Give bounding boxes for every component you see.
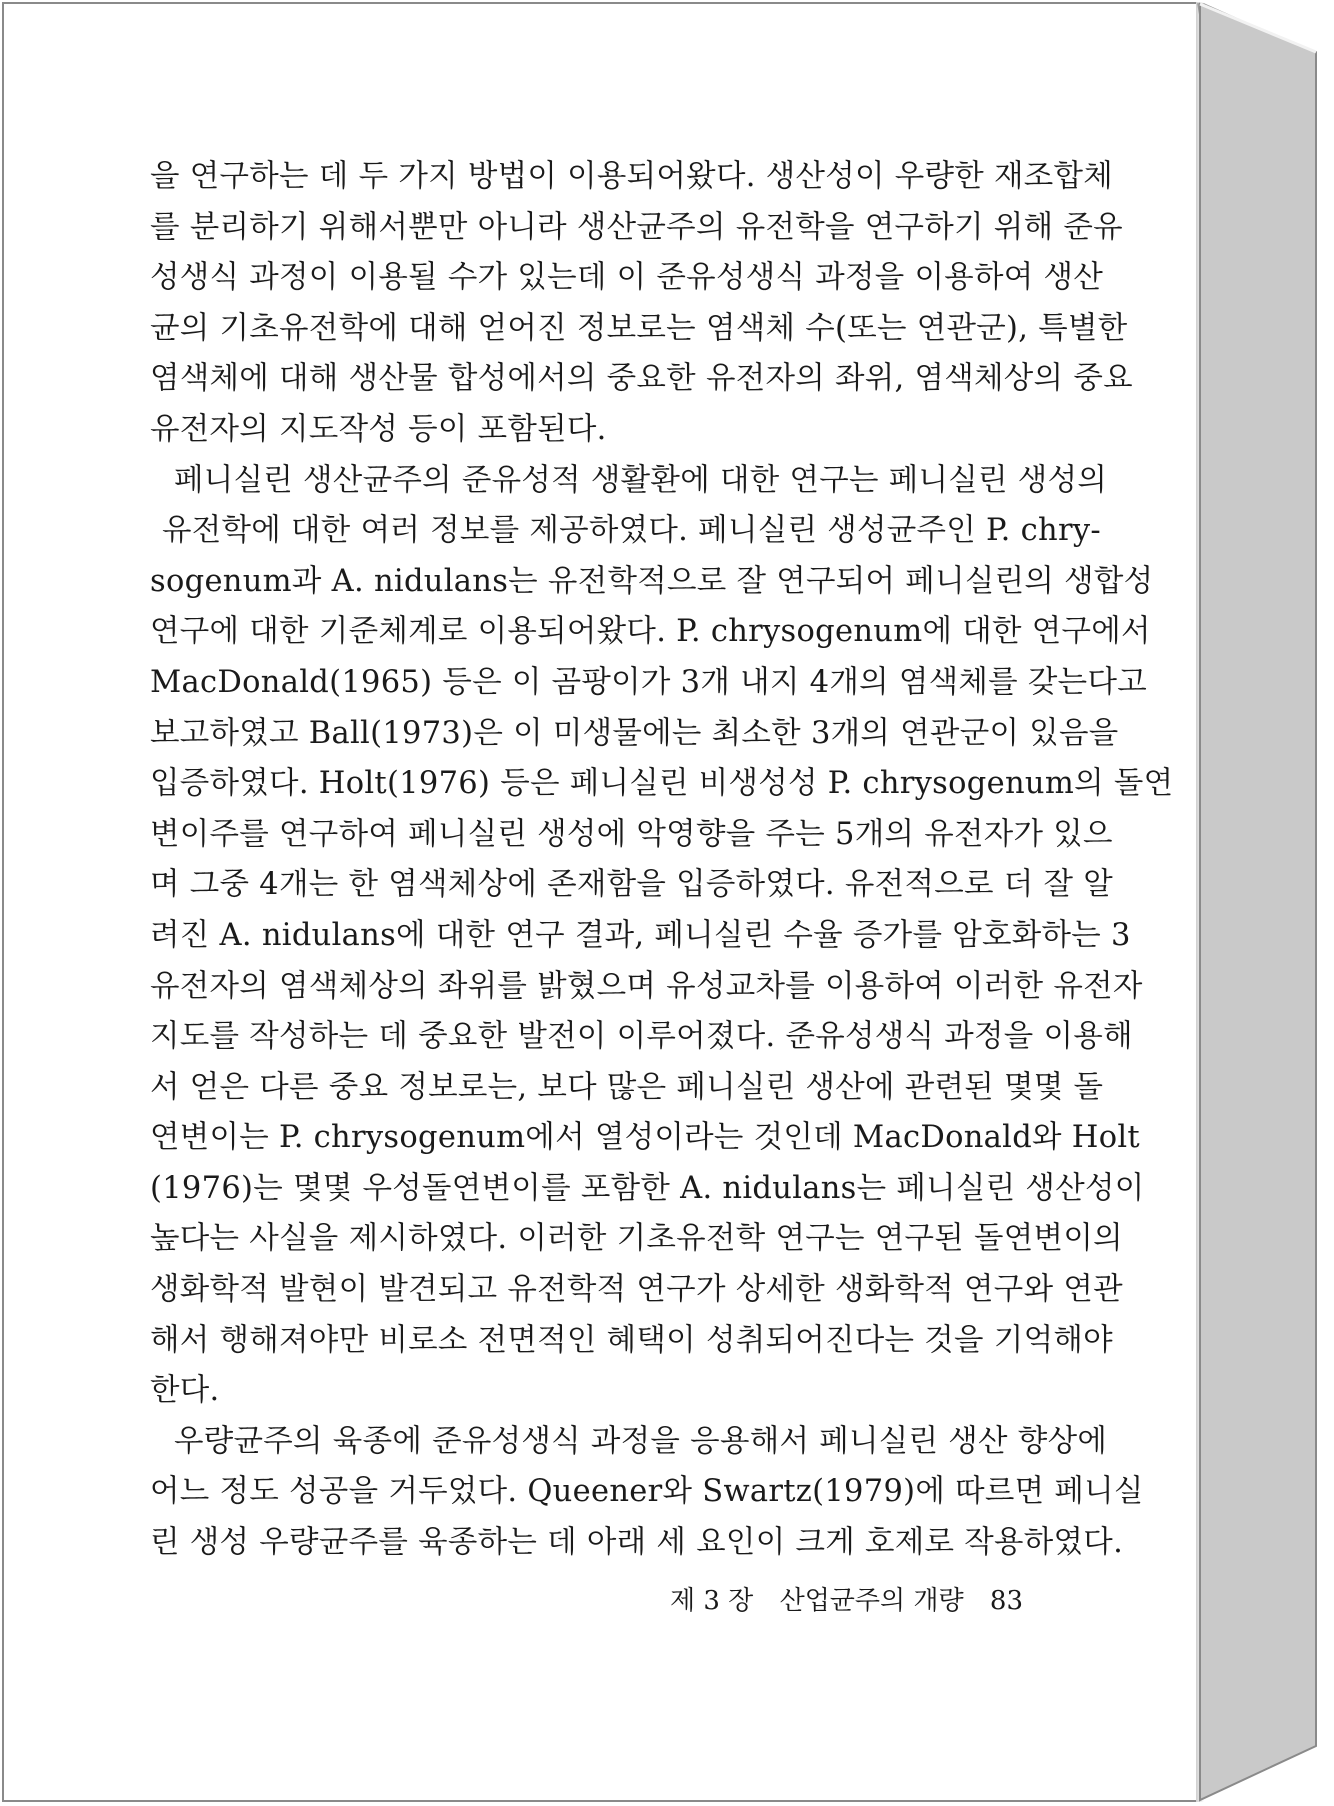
- text-line: 페니실린 생산균주의 준유성적 생활환에 대한 연구는 페니실린 생성의: [174, 462, 1108, 498]
- body-text: [150, 152, 1174, 1569]
- text-line: 생화학적 발현이 발견되고 유전학적 연구가 상세한 생화학적 연구와 연관: [150, 1272, 1123, 1308]
- text-line: 연구에 대한 기준체계로 이용되어왔다. P. chrysogenum에 대한 연구에서: [150, 614, 1151, 650]
- text-line: 성생식 과정이 이용될 수가 있는데 이 준유성생식 과정을 이용하여 생산: [150, 260, 1104, 296]
- text-line: 우량균주의 육종에 준유성생식 과정을 응용해서 페니실린 생산 향상에: [174, 1423, 1108, 1459]
- text-line: MacDonald(1965) 등은 이 곰팡이가 3개 내지 4개의 염색체를 갖는다고: [150, 664, 1147, 700]
- text-line: 어느 정도 성공을 거두었다. Queener와 Swartz(1979)에 따르면 페니실: [150, 1474, 1144, 1510]
- text-line: 변이주를 연구하여 페니실린 생성에 악영향을 주는 5개의 유전자가 있으: [150, 816, 1113, 852]
- text-line: 염색체에 대해 생산물 합성에서의 중요한 유전자의 좌위, 염색체상의 중요: [150, 361, 1133, 397]
- footer-chapter: 제 3 장: [670, 1586, 754, 1616]
- text-line: 유전자의 염색체상의 좌위를 밝혔으며 유성교차를 이용하여 이러한 유전자: [150, 968, 1143, 1004]
- text-line: 며 그중 4개는 한 염색체상에 존재함을 입증하였다. 유전적으로 더 잘 알: [150, 867, 1114, 903]
- page-number: 83: [989, 1586, 1024, 1616]
- text-line: 균의 기초유전학에 대해 얻어진 정보로는 염색체 수(또는 연관군), 특별한: [150, 310, 1128, 346]
- text-line: 연변이는 P. chrysogenum에서 열성이라는 것인데 MacDonald와 Holt: [150, 1120, 1140, 1156]
- footer-chapter-title: 산업균주의 개량: [779, 1586, 964, 1616]
- text-line: 을 연구하는 데 두 가지 방법이 이용되어왔다. 생산성이 우량한 재조합체: [150, 159, 1114, 194]
- text-line: 려진 A. nidulans에 대한 연구 결과, 페니실린 수율 증가를 암호화하는 3: [150, 917, 1131, 953]
- text-line: 유전학에 대한 여러 정보를 제공하였다. 페니실린 생성균주인 P. chry-: [162, 513, 1102, 549]
- book-side-face: [1200, 4, 1316, 1800]
- text-line: (1976)는 몇몇 우성돌연변이를 포함한 A. nidulans는 페니실린 생산성이: [150, 1170, 1145, 1206]
- text-line: 해서 행해져야만 비로소 전면적인 혜택이 성취되어진다는 것을 기억해야: [150, 1322, 1113, 1358]
- text-line: 지도를 작성하는 데 중요한 발전이 이루어졌다. 준유성생식 과정을 이용해: [150, 1019, 1133, 1055]
- page-footer: [670, 1580, 1024, 1620]
- text-line: 를 분리하기 위해서뿐만 아니라 생산균주의 유전학을 연구하기 위해 준유: [150, 209, 1123, 245]
- text-line: 한다.: [150, 1373, 220, 1409]
- text-line: 유전자의 지도작성 등이 포함된다.: [150, 411, 607, 447]
- text-line: 높다는 사실을 제시하였다. 이러한 기초유전학 연구는 연구된 돌연변이의: [150, 1221, 1123, 1257]
- text-line: 보고하였고 Ball(1973)은 이 미생물에는 최소한 3개의 연관군이 있음을: [150, 715, 1119, 751]
- text-line: 입증하였다. Holt(1976) 등은 페니실린 비생성성 P. chrysogenum의 돌연: [150, 766, 1174, 802]
- text-line: 린 생성 우량균주를 육종하는 데 아래 세 요인이 크게 호제로 작용하였다.: [150, 1525, 1124, 1561]
- text-line: sogenum과 A. nidulans는 유전학적으로 잘 연구되어 페니실린의 생합성: [150, 563, 1154, 599]
- text-line: 서 얻은 다른 중요 정보로는, 보다 많은 페니실린 생산에 관련된 몇몇 돌: [150, 1069, 1104, 1105]
